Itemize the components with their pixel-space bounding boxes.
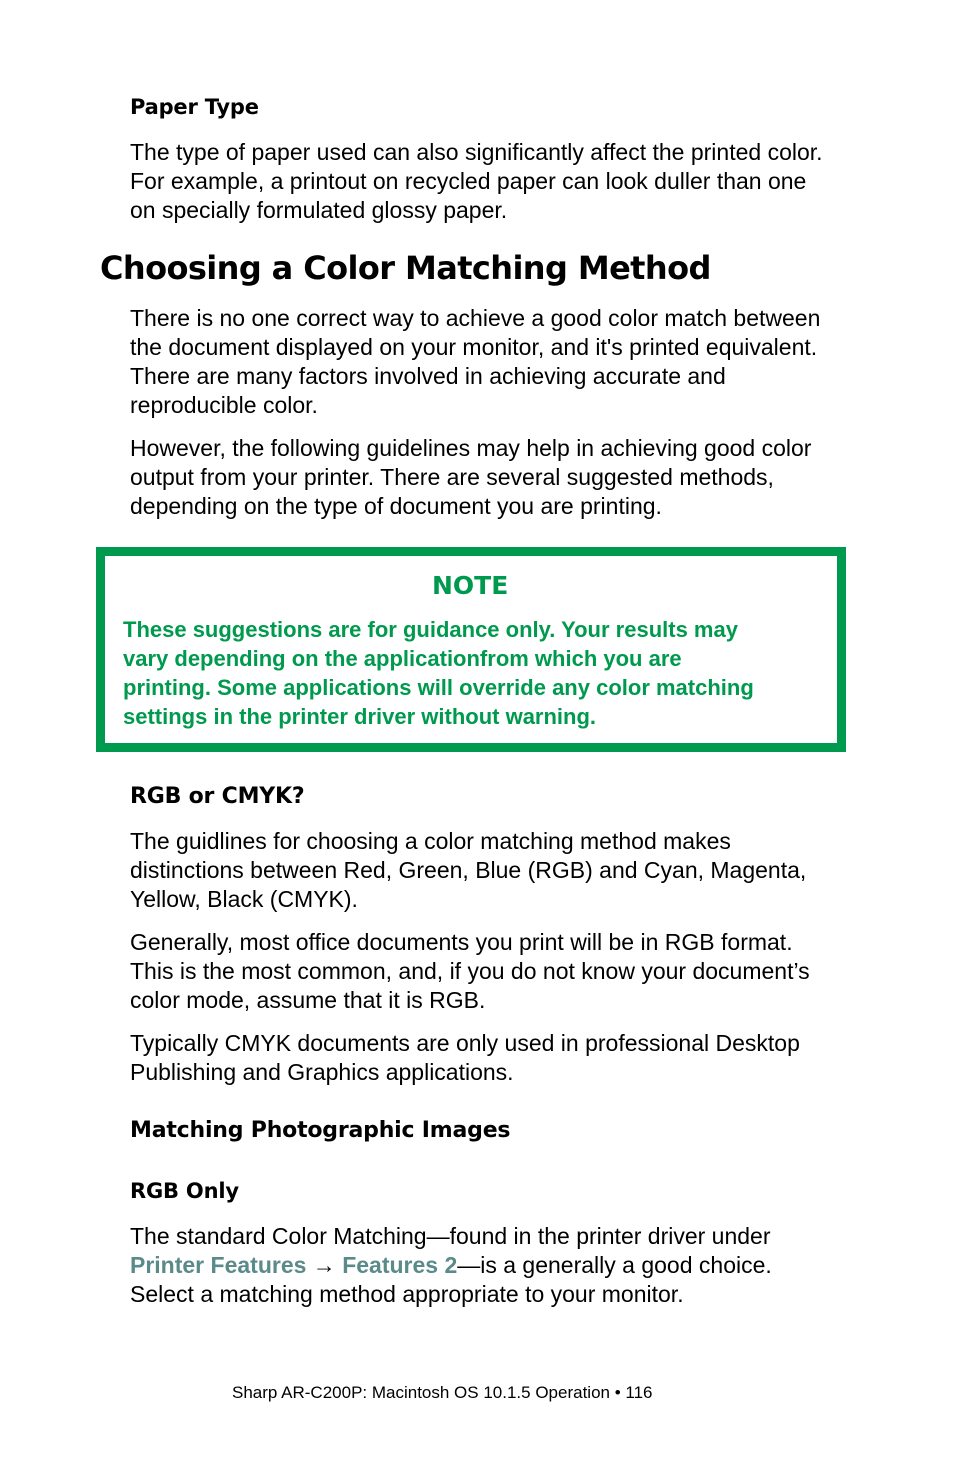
text-line: Publishing and Graphics applications.	[130, 1059, 514, 1085]
paragraph-choosing-1	[130, 304, 820, 420]
text-line: Yellow, Black (CMYK).	[130, 886, 358, 912]
link-features-2[interactable]: Features 2	[342, 1252, 458, 1278]
text-line: depending on the type of document you are printing.	[130, 493, 662, 519]
arrow-separator: →	[306, 1252, 343, 1278]
text-line: color mode, assume that it is RGB.	[130, 987, 486, 1013]
text-line: reproducible color.	[130, 392, 318, 418]
heading-choosing-method: Choosing a Color Matching Method	[100, 249, 711, 287]
text-line: Select a matching method appropriate to your monitor.	[130, 1281, 684, 1307]
heading-rgb-or-cmyk: RGB or CMYK?	[130, 784, 305, 809]
paragraph-rgb-only	[130, 1222, 772, 1309]
text-line: the document displayed on your monitor, and it's printed equivalent.	[130, 334, 818, 360]
text-line: Generally, most office documents you print will be in RGB format.	[130, 929, 793, 955]
note-box	[96, 547, 846, 752]
text-line: This is the most common, and, if you do not know your document’s	[130, 958, 810, 984]
text-line: For example, a printout on recycled paper can look duller than one	[130, 168, 807, 194]
paragraph-rgb-cmyk-3	[130, 1029, 800, 1087]
heading-paper-type: Paper Type	[130, 95, 259, 119]
paragraph-paper-type	[130, 138, 823, 225]
paragraph-choosing-2	[130, 434, 811, 521]
note-body	[123, 615, 754, 731]
text-line: output from your printer. There are several suggested methods,	[130, 464, 774, 490]
heading-matching-photographic-images: Matching Photographic Images	[130, 1118, 511, 1143]
note-line: printing. Some applications will override any color matching	[123, 675, 754, 700]
text-line-with-links	[130, 1251, 772, 1280]
text-line: The guidlines for choosing a color matching method makes	[130, 828, 731, 854]
text-line: There is no one correct way to achieve a good color match between	[130, 305, 821, 331]
heading-rgb-only: RGB Only	[130, 1179, 239, 1203]
text-line: The standard Color Matching—found in the printer driver under	[130, 1223, 771, 1249]
page-footer: Sharp AR-C200P: Macintosh OS 10.1.5 Operation • 116	[232, 1383, 653, 1402]
paragraph-rgb-cmyk-1	[130, 827, 806, 914]
text-line: The type of paper used can also significantly affect the printed color.	[130, 139, 823, 165]
text-line: However, the following guidelines may help in achieving good color	[130, 435, 812, 461]
text-line: There are many factors involved in achieving accurate and	[130, 363, 726, 389]
text-fragment: —is a generally a good choice.	[457, 1252, 772, 1278]
note-title: NOTE	[432, 571, 509, 600]
text-line: on specially formulated glossy paper.	[130, 197, 508, 223]
link-printer-features[interactable]: Printer Features	[130, 1252, 307, 1278]
text-line: distinctions between Red, Green, Blue (RGB) and Cyan, Magenta,	[130, 857, 807, 883]
note-line: These suggestions are for guidance only. Your results may	[123, 617, 738, 642]
paragraph-rgb-cmyk-2	[130, 928, 810, 1015]
note-line: settings in the printer driver without warning.	[123, 704, 597, 729]
text-line: Typically CMYK documents are only used in professional Desktop	[130, 1030, 800, 1056]
note-line: vary depending on the applicationfrom which you are	[123, 646, 682, 671]
